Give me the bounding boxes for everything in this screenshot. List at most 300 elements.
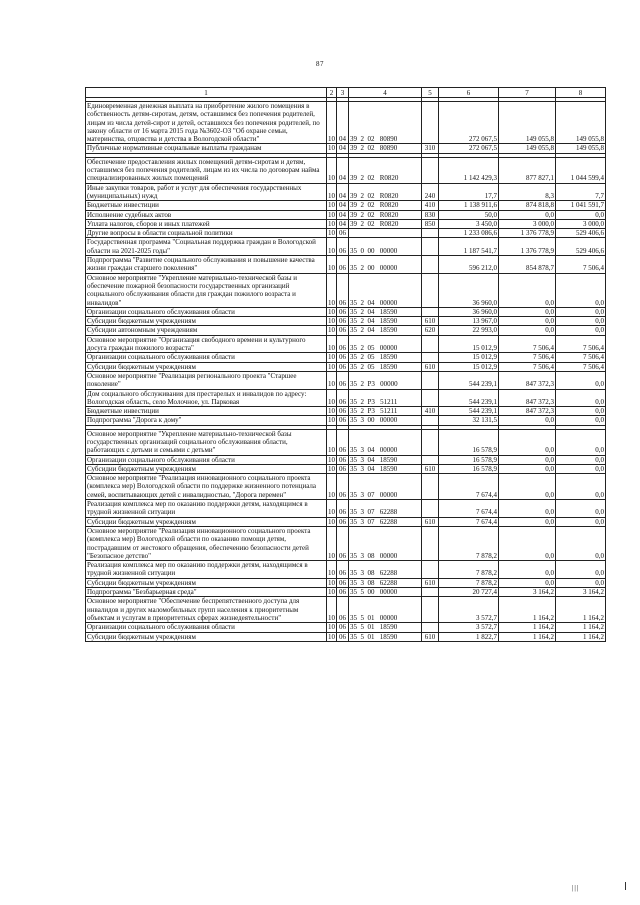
amount-col6-cell: 3 572,7 <box>439 623 499 632</box>
expense-type-cell <box>422 335 439 353</box>
section-code-cell: 10 <box>327 561 337 579</box>
amount-col7-cell: 0,0 <box>499 317 556 326</box>
target-article-cell: 35 2 04 00000 <box>349 273 422 307</box>
expense-type-cell <box>422 588 439 597</box>
expense-type-cell <box>422 429 439 455</box>
amount-col6-cell: 7 878,2 <box>439 561 499 579</box>
subsection-code-cell: 06 <box>337 317 349 326</box>
target-article-cell: 39 2 02 80890 <box>349 144 422 153</box>
target-article-cell: 39 2 02 R0820 <box>349 219 422 228</box>
table-row <box>86 102 606 144</box>
table-body <box>86 88 606 642</box>
amount-col8-cell: 0,0 <box>556 429 606 455</box>
table-row <box>86 526 606 560</box>
table-row <box>86 389 606 407</box>
section-code-cell: 10 <box>327 526 337 560</box>
subsection-code-cell: 06 <box>337 416 349 425</box>
expense-type-cell: 620 <box>422 326 439 335</box>
amount-col8-cell: 1 041 591,7 <box>556 201 606 210</box>
section-code-cell: 10 <box>327 102 337 144</box>
amount-col7-cell: 0,0 <box>499 526 556 560</box>
row-name-cell: Организации социального обслуживания области <box>86 455 327 464</box>
row-name-cell: Подпрограмма "Дорога к дому" <box>86 416 327 425</box>
amount-col6-cell: 15 012,9 <box>439 353 499 362</box>
page-number: 87 <box>316 60 324 68</box>
subsection-code-cell: 04 <box>337 210 349 219</box>
amount-col6-cell: 1 138 911,6 <box>439 201 499 210</box>
section-code-cell: 10 <box>328 229 335 238</box>
table-row <box>86 317 606 326</box>
target-article-cell: 35 2 04 18590 <box>349 317 422 326</box>
amount-col6-cell: 36 960,0 <box>439 273 499 307</box>
expense-type-cell: 410 <box>422 201 439 210</box>
table-row <box>86 144 606 153</box>
amount-col7-cell: 0,0 <box>499 429 556 455</box>
amount-col6-cell: 7 674,4 <box>439 474 499 500</box>
target-article-cell: 35 3 00 00000 <box>349 416 422 425</box>
column-header: 6 <box>439 88 499 98</box>
amount-col8-cell: 0,0 <box>556 389 606 407</box>
amount-col6-cell: 16 578,9 <box>439 455 499 464</box>
table-row <box>86 588 606 597</box>
target-article-cell: 39 2 02 R0820 <box>349 157 422 183</box>
section-code-cell: 10 <box>327 500 337 518</box>
subsection-code-cell: 06 <box>337 326 349 335</box>
row-name-cell: Основное мероприятие "Реализация регионального проекта "Старшее поколение" <box>86 371 327 389</box>
target-article-cell: 35 2 P3 51211 <box>349 389 422 407</box>
amount-col6-cell: 544 239,1 <box>439 371 499 389</box>
amount-col7-cell: 0,0 <box>499 474 556 500</box>
amount-col7-cell: 149 055,8 <box>499 102 556 144</box>
subsection-code-cell: 04 <box>337 219 349 228</box>
section-code-cell: 10 <box>328 317 335 326</box>
subsection-code-cell: 06 <box>337 500 349 518</box>
expense-type-cell <box>422 561 439 579</box>
table-row <box>86 623 606 632</box>
subsection-code-cell: 06 <box>337 464 349 473</box>
section-code-cell: 10 <box>328 219 335 228</box>
expense-type-cell <box>422 416 439 425</box>
section-code-cell: 10 <box>328 623 335 632</box>
row-name-cell: Субсидии бюджетным учреждениям <box>86 464 327 473</box>
table-row <box>86 273 606 307</box>
target-article-cell: 35 2 05 18590 <box>349 362 422 371</box>
section-code-cell: 10 <box>328 362 335 371</box>
target-article-cell: 35 2 04 18590 <box>349 326 422 335</box>
target-article-cell: 35 3 04 18590 <box>349 464 422 473</box>
amount-col7-cell: 0,0 <box>499 273 556 307</box>
amount-col7-cell: 3 164,2 <box>499 588 556 597</box>
amount-col6-cell: 1 142 429,3 <box>439 157 499 183</box>
amount-col6-cell: 36 960,0 <box>439 307 499 316</box>
subsection-code-cell: 06 <box>337 389 349 407</box>
amount-col8-cell: 3 164,2 <box>556 588 606 597</box>
amount-col8-cell: 0,0 <box>556 526 606 560</box>
table-row <box>86 597 606 623</box>
amount-col8-cell: 0,0 <box>556 500 606 518</box>
section-code-cell: 10 <box>328 632 335 641</box>
target-article-cell: 35 3 04 18590 <box>349 455 422 464</box>
table-row <box>86 335 606 353</box>
amount-col6-cell: 16 578,9 <box>439 464 499 473</box>
row-name-cell: Обеспечение предоставления жилых помещений детям-сиротам и детям, оставшимся без попечения родителей, лицам из их числа по договорам найма специализированных жилых помещений <box>86 157 327 183</box>
amount-col8-cell: 529 406,6 <box>556 238 606 256</box>
subsection-code-cell: 06 <box>337 474 349 500</box>
amount-col8-cell: 0,0 <box>556 407 606 416</box>
target-article-cell: 39 2 02 R0820 <box>349 201 422 210</box>
table-row <box>86 183 606 201</box>
expense-type-cell: 610 <box>422 362 439 371</box>
expense-type-cell <box>422 455 439 464</box>
row-name-cell: Реализация комплекса мер по оказанию поддержки детям, находящимся в трудной жизненной ситуации <box>86 500 327 518</box>
table-row <box>86 256 606 274</box>
section-code-cell: 10 <box>328 588 335 597</box>
table-row <box>86 157 606 183</box>
amount-col8-cell: 7 506,4 <box>556 256 606 274</box>
amount-col8-cell: 7 506,4 <box>556 362 606 371</box>
subsection-code-cell: 04 <box>337 183 349 201</box>
expense-type-cell: 610 <box>422 517 439 526</box>
section-code-cell: 10 <box>327 474 337 500</box>
amount-col8-cell: 0,0 <box>556 455 606 464</box>
subsection-code-cell: 04 <box>337 102 349 144</box>
target-article-cell: 35 2 05 18590 <box>349 353 422 362</box>
table-row <box>86 429 606 455</box>
target-article-cell: 35 3 07 62288 <box>349 517 422 526</box>
table-row <box>86 464 606 473</box>
table-row <box>86 474 606 500</box>
column-header: 8 <box>556 88 606 98</box>
amount-col8-cell: 0,0 <box>556 273 606 307</box>
amount-col8-cell: 0,0 <box>556 578 606 587</box>
section-code-cell: 10 <box>328 464 335 473</box>
subsection-code-cell: 06 <box>337 455 349 464</box>
amount-col6-cell: 15 012,9 <box>439 335 499 353</box>
section-code-cell: 10 <box>328 578 335 587</box>
amount-col8-cell: 0,0 <box>556 416 606 425</box>
amount-col7-cell: 149 055,8 <box>499 144 556 153</box>
table-row <box>86 632 606 641</box>
table-row <box>86 238 606 256</box>
amount-col8-cell: 0,0 <box>556 317 606 326</box>
header-row <box>86 88 606 98</box>
amount-col7-cell: 0,0 <box>499 500 556 518</box>
subsection-code-cell: 06 <box>337 238 349 256</box>
section-code-cell: 10 <box>328 307 335 316</box>
row-name-cell: Основное мероприятие "Организация свободного времени и культурного досуга граждан пожилого возраста" <box>86 335 327 353</box>
amount-col8-cell: 1 164,2 <box>556 632 606 641</box>
amount-col6-cell: 20 727,4 <box>439 588 499 597</box>
table-row <box>86 362 606 371</box>
column-header: 7 <box>499 88 556 98</box>
column-header: 3 <box>337 88 349 98</box>
target-article-cell: 35 2 04 18590 <box>349 307 422 316</box>
row-name-cell: Субсидии автономным учреждениям <box>86 326 327 335</box>
subsection-code-cell: 06 <box>337 256 349 274</box>
subsection-code-cell: 04 <box>337 157 349 183</box>
section-code-cell: 10 <box>328 144 335 153</box>
expense-type-cell: 610 <box>422 464 439 473</box>
amount-col7-cell: 874 818,8 <box>499 201 556 210</box>
section-code-cell: 10 <box>328 455 335 464</box>
amount-col7-cell: 0,0 <box>499 210 556 219</box>
amount-col7-cell: 0,0 <box>499 307 556 316</box>
section-code-cell: 10 <box>328 326 335 335</box>
section-code-cell: 10 <box>327 183 337 201</box>
row-name-cell: Дом социального обслуживания для престарелых и инвалидов по адресу: Вологодская область, село Молочное, ул. Парковая <box>86 389 327 407</box>
target-article-cell: 35 3 08 62288 <box>349 578 422 587</box>
row-name-cell: Публичные нормативные социальные выплаты гражданам <box>86 144 327 153</box>
amount-col6-cell: 22 993,0 <box>439 326 499 335</box>
amount-col7-cell: 854 878,7 <box>499 256 556 274</box>
row-name-cell: Единовременная денежная выплата на приобретение жилого помещения в собственность детям-сиротам, детям, оставшимся без попечения родителей, лицам из числа детей-сирот и детей, оставшихся без попечения родителей, по закону области от 16 марта 2015 года №3602-ОЗ "Об охране семьи, материнства, отцовства и детства в Вологодской области" <box>86 102 327 144</box>
target-article-cell: 35 3 08 62288 <box>349 561 422 579</box>
section-code-cell: 10 <box>327 597 337 623</box>
amount-col7-cell: 1 164,2 <box>499 597 556 623</box>
target-article-cell: 35 5 01 18590 <box>349 632 422 641</box>
section-code-cell: 10 <box>327 335 337 353</box>
expense-type-cell <box>422 389 439 407</box>
table-row <box>86 210 606 219</box>
amount-col7-cell: 1 376 778,9 <box>499 238 556 256</box>
table-row <box>86 219 606 228</box>
target-article-cell: 35 5 01 18590 <box>349 623 422 632</box>
amount-col8-cell: 0,0 <box>556 474 606 500</box>
expense-type-cell <box>422 157 439 183</box>
amount-col7-cell: 847 372,3 <box>499 407 556 416</box>
row-name-cell: Субсидии бюджетным учреждениям <box>86 517 327 526</box>
subsection-code-cell: 06 <box>337 407 349 416</box>
amount-col6-cell: 50,0 <box>439 210 499 219</box>
amount-col6-cell: 7 674,4 <box>439 517 499 526</box>
amount-col8-cell: 0,0 <box>556 307 606 316</box>
table-row <box>86 407 606 416</box>
amount-col6-cell: 15 012,9 <box>439 362 499 371</box>
target-article-cell: 35 3 04 00000 <box>349 429 422 455</box>
subsection-code-cell: 06 <box>337 429 349 455</box>
target-article-cell: 35 3 07 62288 <box>349 500 422 518</box>
amount-col7-cell: 0,0 <box>499 517 556 526</box>
target-article-cell <box>349 229 422 238</box>
subsection-code-cell: 06 <box>337 588 349 597</box>
expense-type-cell <box>422 474 439 500</box>
target-article-cell: 35 2 00 00000 <box>349 256 422 274</box>
row-name-cell: Другие вопросы в области социальной политики <box>86 229 327 238</box>
target-article-cell: 39 2 02 80890 <box>349 102 422 144</box>
amount-col8-cell: 0,0 <box>556 517 606 526</box>
row-name-cell: Основное мероприятие "Реализация инновационного социального проекта (комплекса мер) Вологодской области по оказанию помощи детям, пострадавшим от жестокого обращения, обеспечению безопасности детей "Безопасное детство" <box>86 526 327 560</box>
row-name-cell: Организации социального обслуживания области <box>86 623 327 632</box>
section-code-cell: 10 <box>327 238 337 256</box>
amount-col6-cell: 544 239,1 <box>439 389 499 407</box>
amount-col7-cell: 0,0 <box>499 455 556 464</box>
subsection-code-cell: 06 <box>337 229 349 238</box>
section-code-cell: 10 <box>328 407 335 416</box>
amount-col7-cell: 0,0 <box>499 464 556 473</box>
row-name-cell: Основное мероприятие "Укрепление материально-технической базы государственных организаций социального обслуживания области, работающих с детьми и семьями с детьми" <box>86 429 327 455</box>
table-row <box>86 578 606 587</box>
amount-col8-cell: 1 164,2 <box>556 597 606 623</box>
subsection-code-cell: 04 <box>337 144 349 153</box>
row-name-cell: Государственная программа "Социальная поддержка граждан в Вологодской области на 2021-2025 годы" <box>86 238 327 256</box>
amount-col6-cell: 32 131,5 <box>439 416 499 425</box>
target-article-cell: 35 5 00 00000 <box>349 588 422 597</box>
subsection-code-cell: 06 <box>337 597 349 623</box>
subsection-code-cell: 06 <box>337 623 349 632</box>
expense-type-cell <box>422 371 439 389</box>
expense-type-cell: 240 <box>422 183 439 201</box>
amount-col8-cell: 149 055,8 <box>556 102 606 144</box>
row-name-cell: Основное мероприятие "Обеспечение беспрепятственного доступа для инвалидов и других маломобильных групп населения к приоритетным объектам и услугам в приоритетных сферах жизнедеятельности" <box>86 597 327 623</box>
section-code-cell: 10 <box>327 371 337 389</box>
target-article-cell: 35 3 07 00000 <box>349 474 422 500</box>
expense-type-cell: 310 <box>422 144 439 153</box>
row-name-cell: Иные закупки товаров, работ и услуг для обеспечения государственных (муниципальных) нужд <box>86 183 327 201</box>
amount-col6-cell: 7 674,4 <box>439 500 499 518</box>
amount-col8-cell: 149 055,8 <box>556 144 606 153</box>
amount-col6-cell: 1 822,7 <box>439 632 499 641</box>
expense-type-cell <box>422 102 439 144</box>
amount-col6-cell: 1 187 541,7 <box>439 238 499 256</box>
amount-col7-cell: 7 506,4 <box>499 353 556 362</box>
amount-col8-cell: 3 000,0 <box>556 219 606 228</box>
target-article-cell: 35 2 P3 00000 <box>349 371 422 389</box>
expense-type-cell: 410 <box>422 407 439 416</box>
amount-col8-cell: 1 164,2 <box>556 623 606 632</box>
subsection-code-cell: 06 <box>337 578 349 587</box>
row-name-cell: Основное мероприятие "Укрепление материально-технической базы и обеспечение пожарной безопасности государственных организаций социального обслуживания области для граждан пожилого возраста и инвалидов" <box>86 273 327 307</box>
table-row <box>86 353 606 362</box>
table-row <box>86 561 606 579</box>
column-header: 4 <box>349 88 422 98</box>
section-code-cell: 10 <box>327 429 337 455</box>
subsection-code-cell: 04 <box>337 201 349 210</box>
row-name-cell: Исполнение судебных актов <box>86 210 327 219</box>
row-name-cell: Подпрограмма "Безбарьерная среда" <box>86 588 327 597</box>
amount-col7-cell: 847 372,3 <box>499 389 556 407</box>
expense-type-cell <box>422 229 439 238</box>
subsection-code-cell: 06 <box>337 353 349 362</box>
amount-col6-cell: 1 233 086,6 <box>439 229 499 238</box>
amount-col6-cell: 7 878,2 <box>439 578 499 587</box>
amount-col8-cell: 0,0 <box>556 371 606 389</box>
subsection-code-cell: 06 <box>337 632 349 641</box>
footer-marks: ||| <box>572 884 580 892</box>
expense-type-cell <box>422 526 439 560</box>
expense-type-cell <box>422 597 439 623</box>
target-article-cell: 39 2 02 R0820 <box>349 183 422 201</box>
amount-col7-cell: 1 164,2 <box>499 632 556 641</box>
subsection-code-cell: 06 <box>337 371 349 389</box>
target-article-cell: 35 0 00 00000 <box>349 238 422 256</box>
amount-col8-cell: 0,0 <box>556 210 606 219</box>
subsection-code-cell: 06 <box>337 307 349 316</box>
subsection-code-cell: 06 <box>337 335 349 353</box>
amount-col7-cell: 7 506,4 <box>499 335 556 353</box>
amount-col8-cell: 0,0 <box>556 326 606 335</box>
row-name-cell: Субсидии бюджетным учреждениям <box>86 317 327 326</box>
section-code-cell: 10 <box>328 353 335 362</box>
expense-type-cell <box>422 623 439 632</box>
expense-type-cell: 830 <box>422 210 439 219</box>
section-code-cell: 10 <box>327 157 337 183</box>
target-article-cell: 35 2 P3 51211 <box>349 407 422 416</box>
expense-type-cell: 610 <box>422 632 439 641</box>
amount-col6-cell: 7 878,2 <box>439 526 499 560</box>
section-code-cell: 10 <box>327 256 337 274</box>
amount-col7-cell: 0,0 <box>499 416 556 425</box>
amount-col6-cell: 3 450,0 <box>439 219 499 228</box>
amount-col8-cell: 529 406,6 <box>556 229 606 238</box>
table-row <box>86 416 606 425</box>
amount-col7-cell: 1 376 778,9 <box>499 229 556 238</box>
amount-col8-cell: 7 506,4 <box>556 335 606 353</box>
expense-type-cell <box>422 273 439 307</box>
section-code-cell: 10 <box>328 201 335 210</box>
amount-col6-cell: 596 212,0 <box>439 256 499 274</box>
expense-type-cell <box>422 353 439 362</box>
subsection-code-cell: 06 <box>337 517 349 526</box>
expense-type-cell <box>422 238 439 256</box>
table-row <box>86 326 606 335</box>
expense-type-cell: 850 <box>422 219 439 228</box>
row-name-cell: Реализация комплекса мер по оказанию поддержки детям, находящимся в трудной жизненной ситуации <box>86 561 327 579</box>
expense-type-cell: 610 <box>422 578 439 587</box>
row-name-cell: Организации социального обслуживания области <box>86 307 327 316</box>
footer-tick-mark <box>625 882 626 890</box>
section-code-cell: 10 <box>328 210 335 219</box>
column-header: 2 <box>327 88 337 98</box>
amount-col6-cell: 544 239,1 <box>439 407 499 416</box>
table-row <box>86 201 606 210</box>
section-code-cell: 10 <box>328 517 335 526</box>
amount-col8-cell: 0,0 <box>556 561 606 579</box>
section-code-cell: 10 <box>327 273 337 307</box>
target-article-cell: 35 5 01 00000 <box>349 597 422 623</box>
row-name-cell: Субсидии бюджетным учреждениям <box>86 362 327 371</box>
amount-col6-cell: 17,7 <box>439 183 499 201</box>
amount-col7-cell: 1 164,2 <box>499 623 556 632</box>
row-name-cell: Субсидии бюджетным учреждениям <box>86 632 327 641</box>
amount-col6-cell: 3 572,7 <box>439 597 499 623</box>
table-row <box>86 371 606 389</box>
amount-col8-cell: 0,0 <box>556 464 606 473</box>
subsection-code-cell: 06 <box>337 362 349 371</box>
amount-col7-cell: 8,3 <box>499 183 556 201</box>
subsection-code-cell: 06 <box>337 561 349 579</box>
expense-type-cell: 610 <box>422 317 439 326</box>
amount-col6-cell: 16 578,9 <box>439 429 499 455</box>
row-name-cell: Основное мероприятие "Реализация инновационного социального проекта (комплекса мер) Вологодской области по поддержке жизненного потенциала семей, воспитывающих детей с инвалидностью, "Дорога перемен" <box>86 474 327 500</box>
expense-type-cell <box>422 500 439 518</box>
row-name-cell: Уплата налогов, сборов и иных платежей <box>86 219 327 228</box>
amount-col7-cell: 7 506,4 <box>499 362 556 371</box>
amount-col6-cell: 272 067,5 <box>439 144 499 153</box>
column-header: 1 <box>86 88 327 98</box>
table-row <box>86 517 606 526</box>
row-name-cell: Бюджетные инвестиции <box>86 407 327 416</box>
amount-col7-cell: 0,0 <box>499 561 556 579</box>
budget-table <box>85 87 606 642</box>
target-article-cell: 39 2 02 R0820 <box>349 210 422 219</box>
table-row <box>86 500 606 518</box>
expense-type-cell <box>422 256 439 274</box>
amount-col8-cell: 7,7 <box>556 183 606 201</box>
row-name-cell: Организации социального обслуживания области <box>86 353 327 362</box>
amount-col7-cell: 0,0 <box>499 578 556 587</box>
table-row <box>86 455 606 464</box>
amount-col6-cell: 272 067,5 <box>439 102 499 144</box>
